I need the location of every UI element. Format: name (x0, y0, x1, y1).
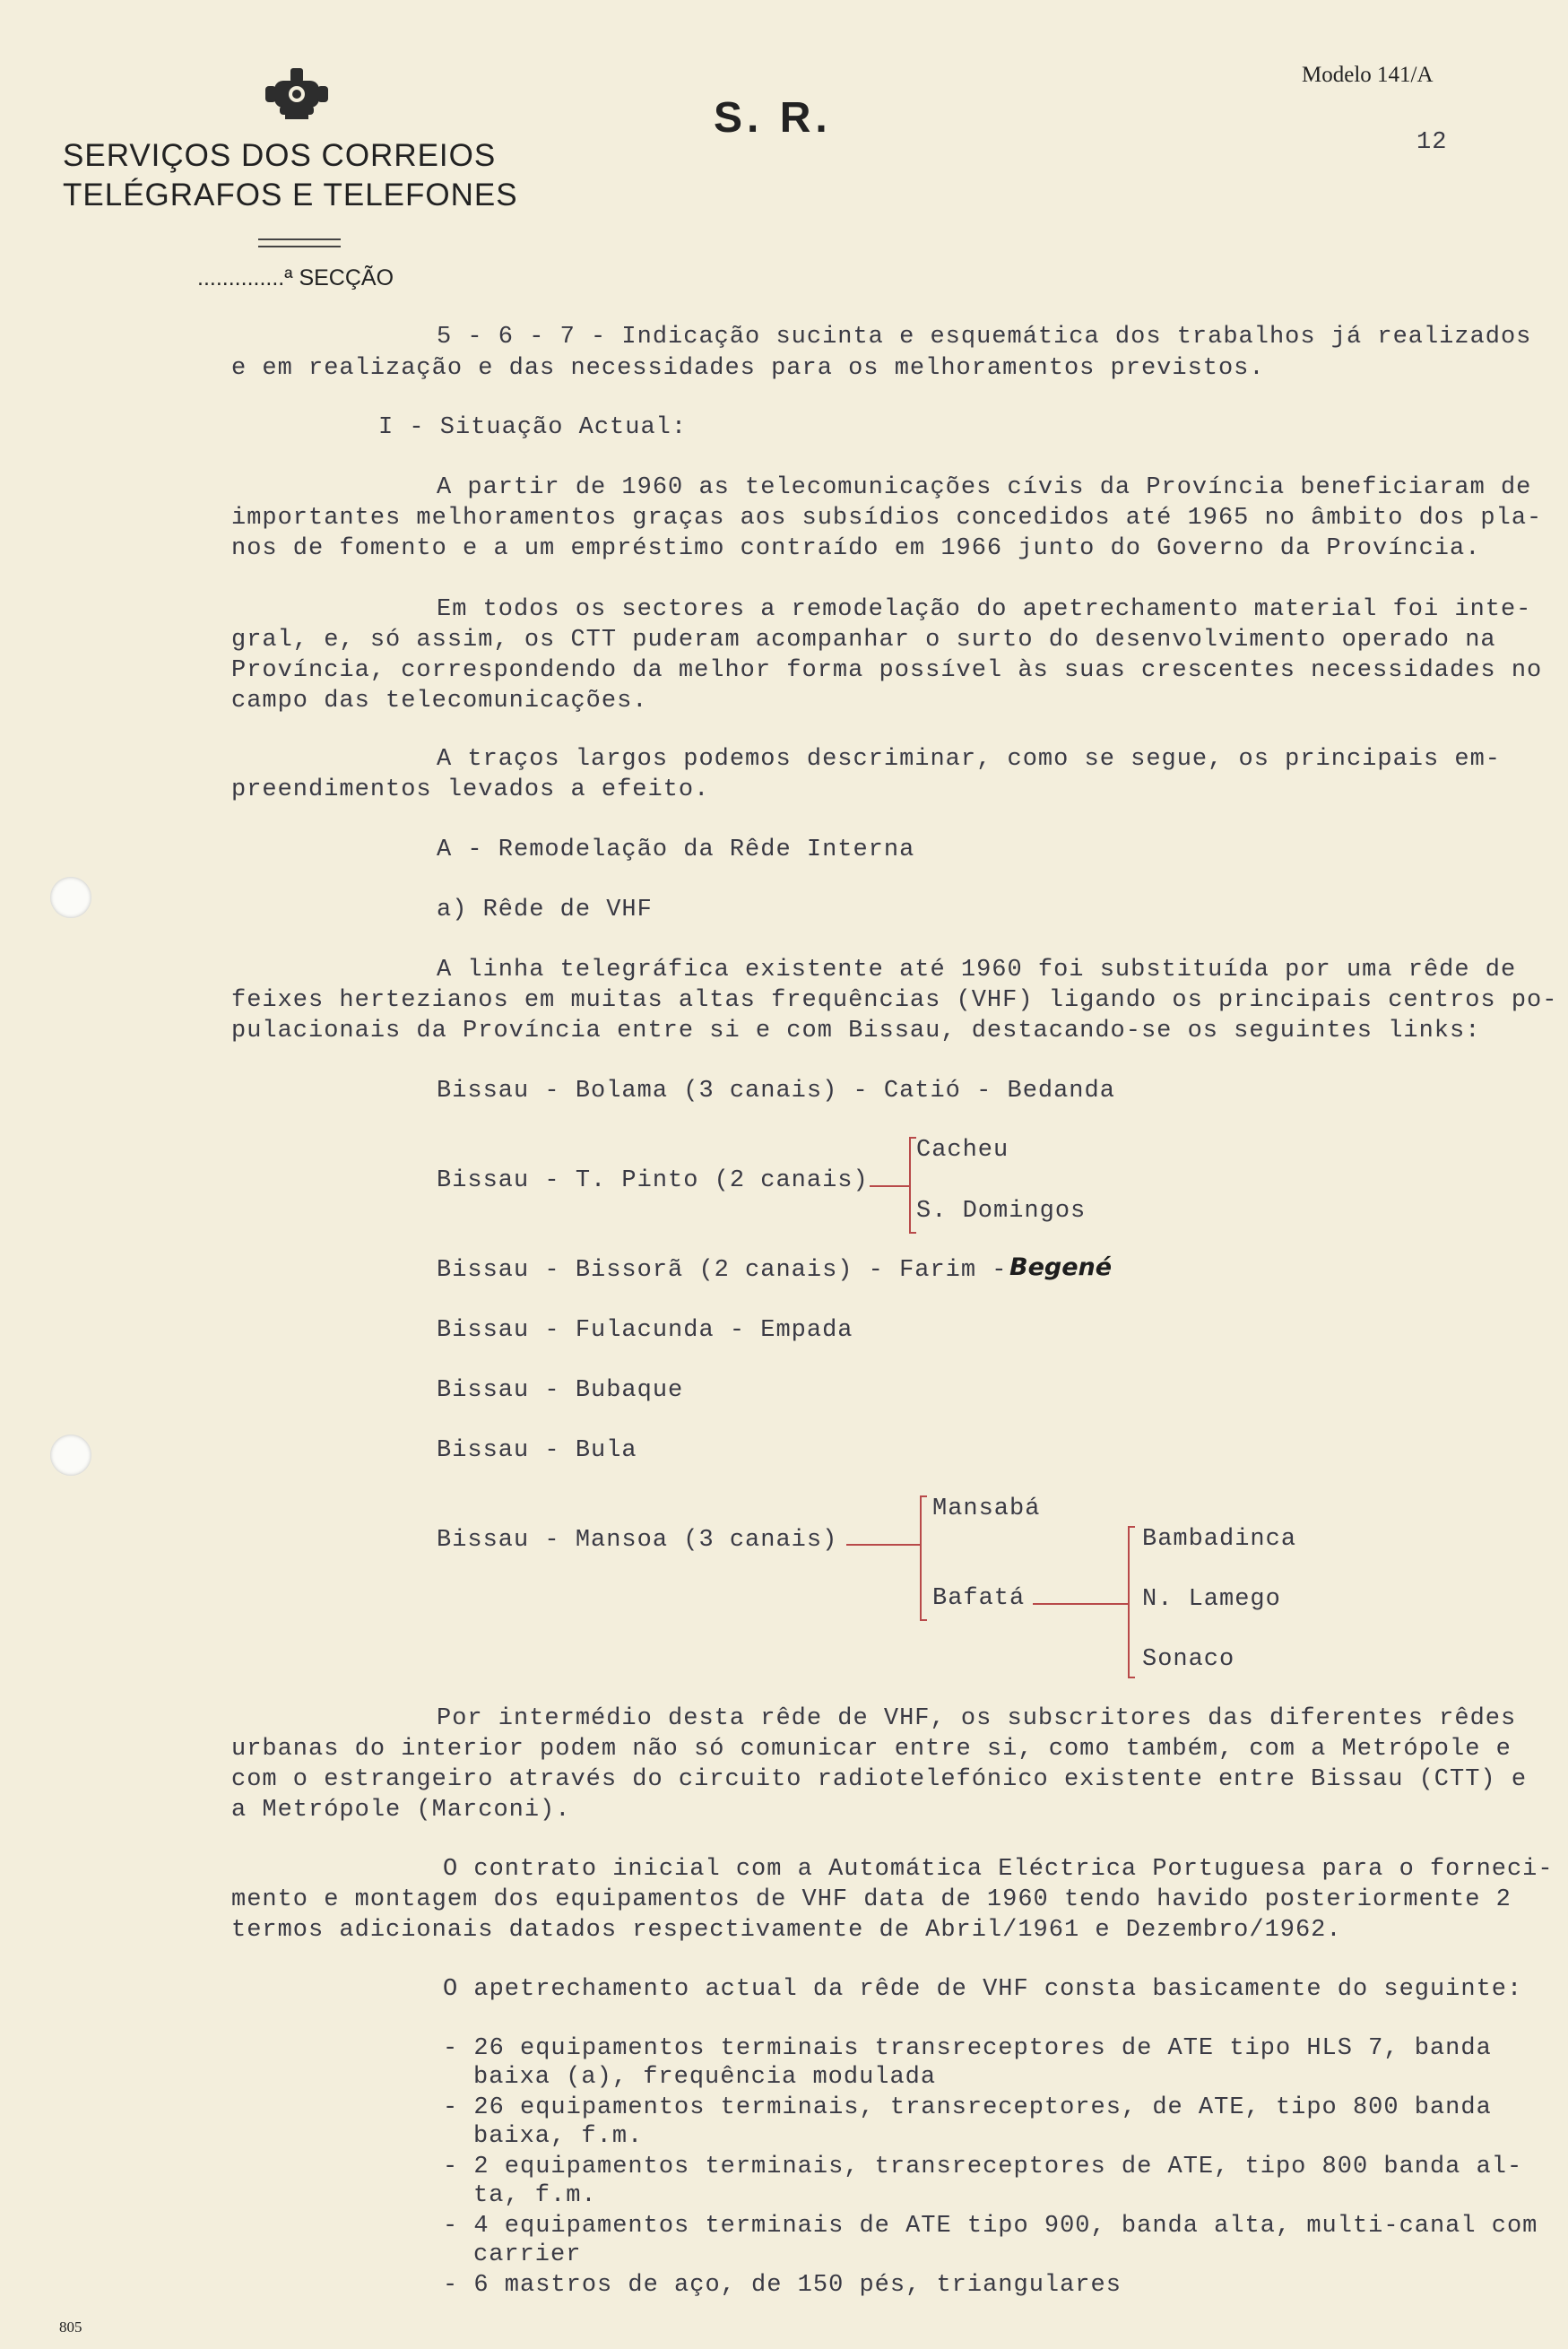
link-bula: Bissau - Bula (437, 1437, 637, 1464)
paragraph-7: O apetrechamento actual da rêde de VHF consta basicamente do seguinte: (443, 1976, 1523, 2003)
org-name-line2: TELÉGRAFOS E TELEFONES (63, 178, 518, 212)
classification-mark: S. R. (714, 94, 832, 142)
section-i-heading: I - Situação Actual: (378, 414, 688, 441)
section-label: ..............ª SECÇÃO (197, 265, 394, 290)
handwritten-begene: Begené (1009, 1253, 1113, 1281)
mansoa-bracket (920, 1495, 927, 1621)
list-item-2-line-2: baixa, f.m. (473, 2123, 644, 2150)
list-item-3-line-2: ta, f.m. (473, 2182, 597, 2209)
subheading-a: A - Remodelação da Rêde Interna (437, 836, 915, 863)
subheading-a-a: a) Rêde de VHF (437, 897, 653, 923)
link-bambadinca: Bambadinca (1142, 1526, 1297, 1553)
paragraph-6-line-2: mento e montagem dos equipamentos de VHF data de 1960 tendo havido posteriormente 2 (231, 1886, 1512, 1913)
list-item-4-line-1: - 4 equipamentos terminais de ATE tipo 900, banda alta, multi-canal com (443, 2213, 1538, 2240)
list-item-1-line-2: baixa (a), frequência modulada (473, 2064, 937, 2091)
heading-line-1: 5 - 6 - 7 - Indicação sucinta e esquemática dos trabalhos já realizados (437, 324, 1532, 351)
crest-emblem (256, 65, 337, 124)
paragraph-3-line-1: A traços largos podemos descriminar, como se segue, os principais em- (437, 746, 1501, 773)
paragraph-5-line-3: com o estrangeiro através do circuito radiotelefónico existente entre Bissau (CTT) e (231, 1766, 1528, 1793)
paragraph-2-line-4: campo das telecomunicações. (231, 688, 648, 715)
paragraph-2-line-3: Província, correspondendo da melhor forma possível às suas crescentes necessidades no (231, 657, 1543, 684)
link-fulacunda: Bissau - Fulacunda - Empada (437, 1317, 853, 1344)
paragraph-2-line-1: Em todos os sectores a remodelação do apetrechamento material foi inte- (437, 596, 1532, 623)
paragraph-1-line-3: nos de fomento e a um empréstimo contraído em 1966 junto do Governo da Província. (231, 535, 1481, 562)
header-rule (258, 238, 341, 247)
link-sdomingos: S. Domingos (916, 1198, 1087, 1225)
org-name-line1: SERVIÇOS DOS CORREIOS (63, 138, 497, 173)
paragraph-4-line-2: feixes hertezianos em muitas altas frequências (VHF) ligando os principais centros po- (231, 987, 1558, 1014)
paragraph-1-line-1: A partir de 1960 as telecomunicações cívis da Província beneficiaram de (437, 474, 1532, 501)
heading-line-2: e em realização e das necessidades para os melhoramentos previstos. (231, 355, 1265, 382)
bafata-connector (1033, 1603, 1128, 1605)
mansoa-connector (846, 1544, 920, 1546)
link-bubaque: Bissau - Bubaque (437, 1377, 684, 1404)
bafata-bracket (1128, 1526, 1135, 1678)
paragraph-6-line-3: termos adicionais datados respectivamente de Abril/1961 e Dezembro/1962. (231, 1917, 1342, 1944)
punch-hole-bottom (50, 1435, 91, 1476)
paragraph-5-line-1: Por intermédio desta rêde de VHF, os subscritores das diferentes rêdes (437, 1705, 1517, 1732)
paragraph-4-line-3: pulacionais da Província entre si e com Bissau, destacando-se os seguintes links: (231, 1018, 1481, 1044)
page-number: 12 (1416, 129, 1448, 156)
paragraph-2-line-2: gral, e, só assim, os CTT puderam acompanhar o surto do desenvolvimento operado na (231, 627, 1496, 654)
link-bafata: Bafatá (932, 1585, 1026, 1612)
punch-hole-top (50, 877, 91, 918)
paragraph-1-line-2: importantes melhoramentos graças aos subsídios concedidos até 1965 no âmbito dos pla- (231, 505, 1543, 532)
link-bissora: Bissau - Bissorã (2 canais) - Farim - (437, 1257, 1008, 1284)
link-nlamego: N. Lamego (1142, 1586, 1281, 1613)
link-cacheu: Cacheu (916, 1137, 1009, 1164)
tpinto-connector (870, 1185, 909, 1187)
list-item-3-line-1: - 2 equipamentos terminais, transreceptores de ATE, tipo 800 banda al- (443, 2154, 1523, 2180)
paragraph-5-line-4: a Metrópole (Marconi). (231, 1797, 571, 1824)
link-mansoa: Bissau - Mansoa (3 canais) (437, 1527, 838, 1554)
paragraph-3-line-2: preendimentos levados a efeito. (231, 776, 710, 803)
tpinto-bracket (909, 1137, 916, 1234)
link-mansaba: Mansabá (932, 1495, 1041, 1522)
paragraph-6-line-1: O contrato inicial com a Automática Eléctrica Portuguesa para o forneci- (443, 1856, 1554, 1883)
link-tpinto: Bissau - T. Pinto (2 canais) (437, 1167, 869, 1194)
paragraph-5-line-2: urbanas do interior podem não só comunicar entre si, como também, com a Metrópole e (231, 1736, 1512, 1763)
list-item-5-line-1: - 6 mastros de aço, de 150 pés, triangulares (443, 2272, 1122, 2299)
footer-code: 805 (59, 2319, 82, 2336)
paragraph-4-line-1: A linha telegráfica existente até 1960 foi substituída por uma rêde de (437, 957, 1517, 984)
list-item-2-line-1: - 26 equipamentos terminais, transreceptores, de ATE, tipo 800 banda (443, 2094, 1492, 2121)
form-model: Modelo 141/A (1302, 63, 1434, 87)
list-item-1-line-1: - 26 equipamentos terminais transreceptores de ATE tipo HLS 7, banda (443, 2035, 1492, 2062)
link-sonaco: Sonaco (1142, 1646, 1235, 1673)
link-bolama: Bissau - Bolama (3 canais) - Catió - Bedanda (437, 1078, 1115, 1105)
list-item-4-line-2: carrier (473, 2241, 582, 2268)
